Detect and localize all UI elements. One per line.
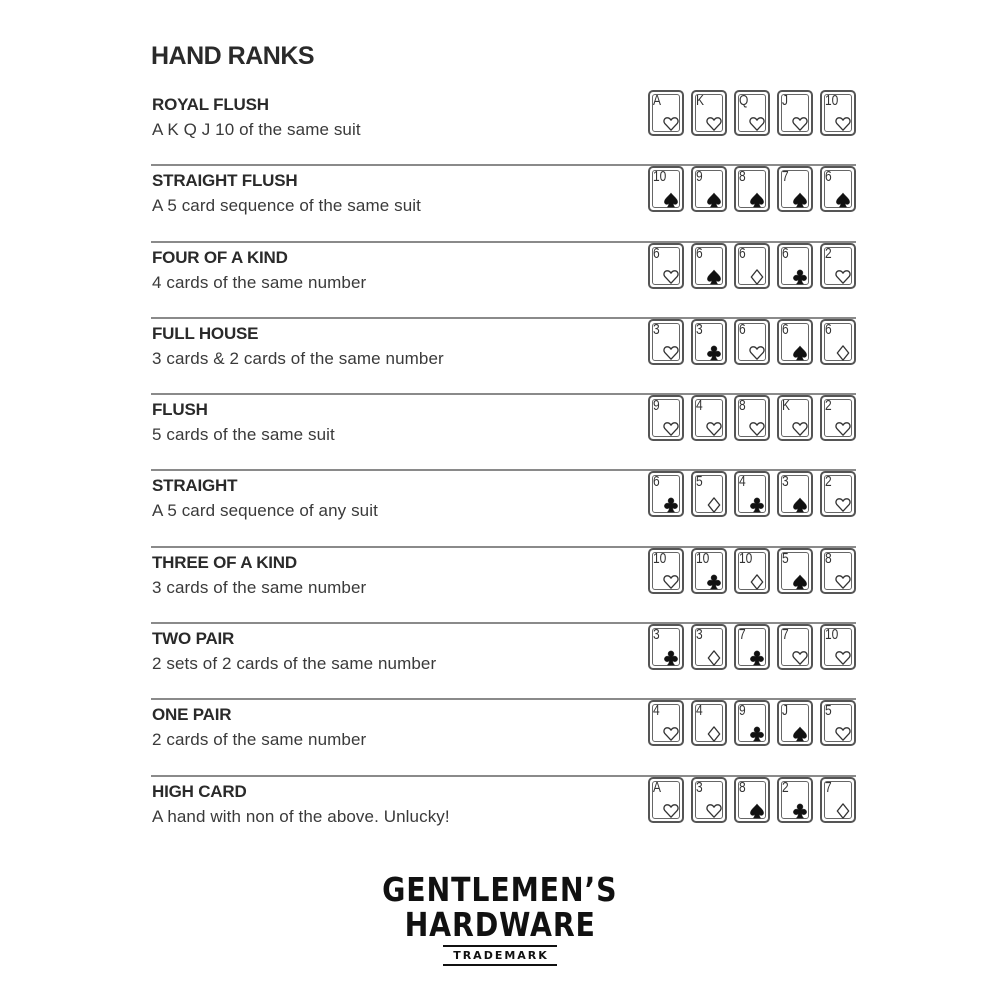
card-rank: 6 — [782, 244, 789, 262]
card-rank: A — [653, 778, 662, 796]
playing-card — [820, 548, 856, 594]
heart-icon — [748, 420, 766, 438]
playing-card — [734, 548, 770, 594]
heart-icon — [834, 420, 852, 438]
rank-description: 3 cards of the same number — [152, 577, 367, 597]
playing-card — [820, 777, 856, 823]
card-rank: 8 — [739, 778, 746, 796]
card-rank: 6 — [825, 320, 832, 338]
card-rank: 6 — [739, 320, 746, 338]
card-rank: 7 — [739, 626, 746, 644]
playing-card — [691, 624, 727, 670]
rank-name: THREE OF A KIND — [152, 552, 297, 572]
diamond-icon — [748, 268, 766, 286]
playing-card — [648, 395, 684, 441]
diamond-icon — [834, 344, 852, 362]
card-rank: 6 — [825, 168, 832, 186]
playing-card — [820, 243, 856, 289]
rank-row — [151, 548, 856, 624]
card-rank: 3 — [653, 626, 660, 644]
club-icon — [748, 496, 766, 514]
heart-icon — [662, 573, 680, 591]
diamond-icon — [834, 802, 852, 820]
card-rank: J — [782, 702, 788, 720]
brand-name-line2: HARDWARE — [404, 905, 596, 944]
spade-icon — [705, 268, 723, 286]
club-icon — [705, 344, 723, 362]
rank-name: TWO PAIR — [152, 629, 235, 649]
brand-name-line1: GENTLEMEN’S — [382, 870, 618, 909]
playing-card — [820, 471, 856, 517]
playing-card — [648, 624, 684, 670]
spade-icon — [791, 344, 809, 362]
diamond-icon — [705, 649, 723, 667]
playing-card — [734, 243, 770, 289]
spade-icon — [791, 496, 809, 514]
example-hand — [648, 700, 856, 748]
diamond-icon — [748, 573, 766, 591]
playing-card — [734, 90, 770, 136]
playing-card — [691, 777, 727, 823]
playing-card — [777, 624, 813, 670]
rank-row — [151, 319, 856, 395]
card-rank: 3 — [696, 320, 703, 338]
card-rank: 9 — [696, 168, 703, 186]
playing-card — [648, 243, 684, 289]
spade-icon — [662, 191, 680, 209]
club-icon — [662, 649, 680, 667]
rank-name: HIGH CARD — [152, 781, 247, 801]
card-rank: K — [782, 397, 791, 415]
playing-card — [734, 700, 770, 746]
playing-card — [777, 700, 813, 746]
playing-card — [734, 395, 770, 441]
heart-icon — [705, 115, 723, 133]
card-rank: 9 — [653, 397, 660, 415]
rank-name: FOUR OF A KIND — [152, 247, 288, 267]
heart-icon — [705, 420, 723, 438]
card-rank: 8 — [825, 549, 832, 567]
rank-row — [151, 166, 856, 242]
playing-card — [691, 166, 727, 212]
playing-card — [691, 548, 727, 594]
rank-description: A hand with non of the above. Unlucky! — [152, 806, 450, 826]
page-title: HAND RANKS — [151, 42, 315, 70]
card-rank: 4 — [653, 702, 660, 720]
card-rank: 3 — [696, 626, 703, 644]
rank-description: A 5 card sequence of any suit — [152, 501, 378, 521]
playing-card — [734, 624, 770, 670]
club-icon — [748, 649, 766, 667]
rank-row — [151, 471, 856, 547]
playing-card — [648, 777, 684, 823]
rank-description: A K Q J 10 of the same suit — [152, 120, 361, 139]
playing-card — [777, 471, 813, 517]
rank-description: 2 cards of the same number — [152, 730, 367, 750]
rank-description: 3 cards & 2 cards of the same number — [152, 348, 444, 368]
spade-icon — [791, 191, 809, 209]
heart-icon — [834, 115, 852, 133]
rank-row — [151, 624, 856, 700]
club-icon — [791, 802, 809, 820]
spade-icon — [791, 573, 809, 591]
heart-icon — [791, 420, 809, 438]
playing-card — [648, 319, 684, 365]
playing-card — [691, 243, 727, 289]
playing-card — [820, 319, 856, 365]
rank-name: FLUSH — [152, 400, 208, 420]
rank-name: FULL HOUSE — [152, 323, 259, 343]
card-rank: 10 — [825, 92, 839, 109]
playing-card — [734, 166, 770, 212]
rank-row — [151, 243, 856, 319]
card-rank: 10 — [696, 549, 710, 567]
card-rank: 10 — [825, 626, 839, 644]
playing-card — [820, 395, 856, 441]
card-rank: 5 — [782, 549, 789, 567]
example-hand — [648, 777, 856, 825]
playing-card — [777, 777, 813, 823]
card-rank: J — [782, 92, 788, 109]
diamond-icon — [705, 725, 723, 743]
heart-icon — [791, 115, 809, 133]
card-rank: 10 — [739, 549, 753, 567]
card-rank: 2 — [825, 244, 832, 262]
card-rank: 6 — [653, 473, 660, 491]
club-icon — [791, 268, 809, 286]
card-rank: 8 — [739, 168, 746, 186]
heart-icon — [662, 268, 680, 286]
card-rank: Q — [739, 92, 749, 109]
rank-description: 2 sets of 2 cards of the same number — [152, 654, 437, 674]
card-rank: 6 — [782, 320, 789, 338]
playing-card — [648, 471, 684, 517]
card-rank: 8 — [739, 397, 746, 415]
playing-card — [691, 471, 727, 517]
spade-icon — [748, 191, 766, 209]
heart-icon — [662, 802, 680, 820]
playing-card — [777, 319, 813, 365]
example-hand — [648, 624, 856, 672]
rank-row — [151, 395, 856, 471]
rank-description: 4 cards of the same number — [152, 272, 367, 292]
rank-name: STRAIGHT FLUSH — [152, 171, 298, 191]
card-rank: 6 — [653, 244, 660, 262]
rank-name: ROYAL FLUSH — [152, 95, 269, 114]
heart-icon — [705, 802, 723, 820]
brand-logo — [0, 872, 1000, 966]
playing-card — [777, 166, 813, 212]
heart-icon — [834, 496, 852, 514]
playing-card — [820, 624, 856, 670]
example-hand — [648, 90, 856, 138]
example-hand — [648, 395, 856, 443]
playing-card — [777, 548, 813, 594]
heart-icon — [834, 649, 852, 667]
spade-icon — [834, 191, 852, 209]
playing-card — [734, 777, 770, 823]
heart-icon — [748, 115, 766, 133]
playing-card — [691, 319, 727, 365]
playing-card — [691, 700, 727, 746]
playing-card — [820, 90, 856, 136]
spade-icon — [791, 725, 809, 743]
card-rank: 2 — [825, 473, 832, 491]
card-rank: 4 — [739, 473, 746, 491]
card-rank: 7 — [782, 626, 789, 644]
card-rank: 10 — [653, 168, 667, 186]
example-hand — [648, 319, 856, 367]
rank-row — [151, 777, 856, 853]
rank-row — [151, 700, 856, 776]
example-hand — [648, 166, 856, 214]
brand-trademark: TRADEMARK — [443, 945, 557, 966]
playing-card — [820, 700, 856, 746]
playing-card — [777, 395, 813, 441]
playing-card — [648, 166, 684, 212]
spade-icon — [748, 802, 766, 820]
club-icon — [662, 496, 680, 514]
heart-icon — [834, 268, 852, 286]
card-rank: K — [696, 92, 705, 109]
hand-rank-list — [151, 90, 856, 853]
card-rank: 10 — [653, 549, 667, 567]
playing-card — [777, 243, 813, 289]
heart-icon — [662, 344, 680, 362]
club-icon — [705, 573, 723, 591]
playing-card — [777, 90, 813, 136]
card-rank: 4 — [696, 702, 703, 720]
spade-icon — [705, 191, 723, 209]
playing-card — [648, 700, 684, 746]
heart-icon — [662, 420, 680, 438]
heart-icon — [662, 115, 680, 133]
heart-icon — [834, 725, 852, 743]
example-hand — [648, 471, 856, 519]
heart-icon — [748, 344, 766, 362]
playing-card — [734, 319, 770, 365]
heart-icon — [791, 649, 809, 667]
rank-row — [151, 90, 856, 166]
rank-description: A 5 card sequence of the same suit — [152, 196, 421, 216]
card-rank: 6 — [696, 244, 703, 262]
playing-card — [691, 395, 727, 441]
diamond-icon — [705, 496, 723, 514]
example-hand — [648, 548, 856, 596]
card-rank: 7 — [825, 778, 832, 796]
rank-description: 5 cards of the same suit — [152, 425, 335, 445]
card-rank: 2 — [825, 397, 832, 415]
club-icon — [748, 725, 766, 743]
card-rank: 3 — [653, 320, 660, 338]
playing-card — [648, 90, 684, 136]
card-rank: 4 — [696, 397, 703, 415]
card-rank: 6 — [739, 244, 746, 262]
card-rank: 2 — [782, 778, 789, 796]
heart-icon — [834, 573, 852, 591]
card-rank: 5 — [825, 702, 832, 720]
playing-card — [820, 166, 856, 212]
card-rank: 5 — [696, 473, 703, 491]
card-rank: A — [653, 92, 662, 109]
card-rank: 9 — [739, 702, 746, 720]
rank-name: STRAIGHT — [152, 476, 238, 496]
card-rank: 3 — [696, 778, 703, 796]
playing-card — [648, 548, 684, 594]
example-hand — [648, 243, 856, 291]
rank-name: ONE PAIR — [152, 705, 232, 725]
playing-card — [691, 90, 727, 136]
playing-card — [734, 471, 770, 517]
card-rank: 3 — [782, 473, 789, 491]
card-rank: 7 — [782, 168, 789, 186]
heart-icon — [662, 725, 680, 743]
